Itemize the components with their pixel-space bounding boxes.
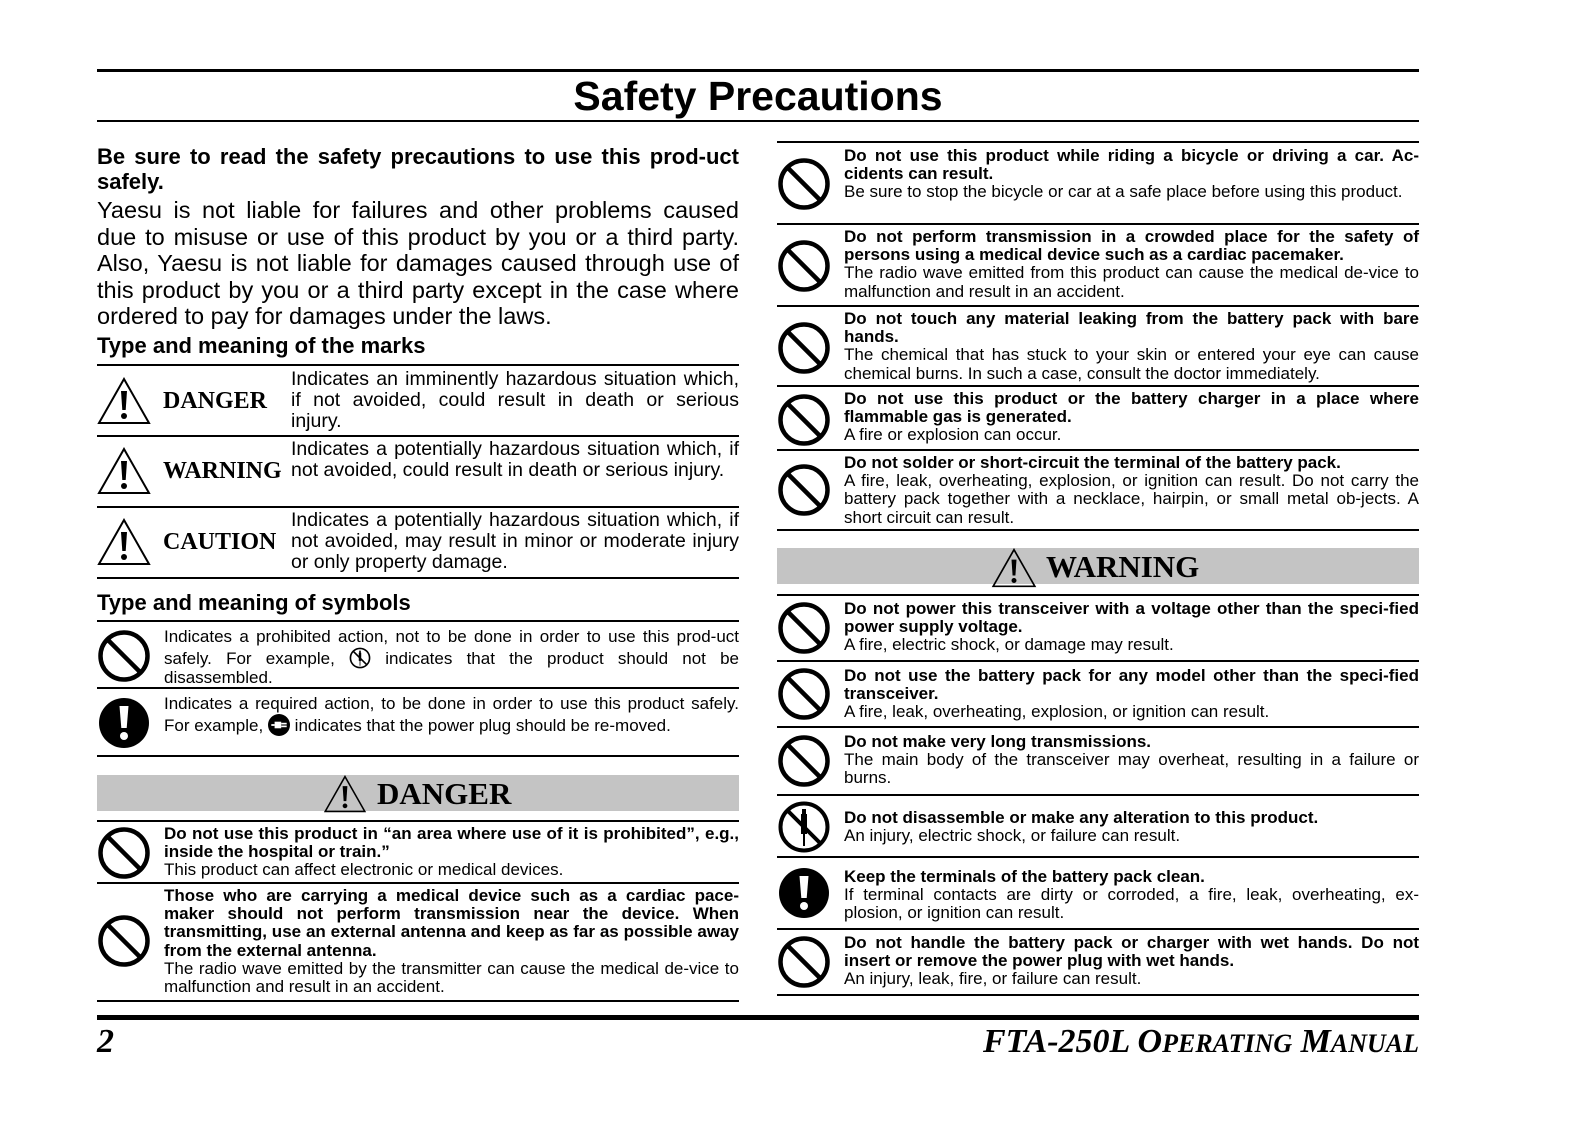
danger-item: [777, 225, 1419, 305]
danger-item: [777, 387, 1419, 449]
mark-desc: Indicates an imminently hazardous situation which, if not avoided, could result in death or serious injury.: [291, 368, 739, 432]
warning-item-plain: If terminal contacts are dirty or corroded, a fire, leak, overheating, ex-plosion, or ignition can result.: [844, 885, 1419, 923]
symbol-desc-part: Indicates a prohibited action, not to be done in order to use this prod-uct safely. For example,: [164, 627, 739, 668]
manual-model: FTA-250L: [982, 1023, 1130, 1060]
warning-item-plain: The main body of the transceiver may overheat, resulting in a failure or burns.: [844, 750, 1419, 788]
warning-triangle-icon: [97, 377, 151, 425]
warning-item-text: [844, 809, 1419, 845]
warning-triangle-icon: [323, 775, 367, 813]
unplug-power-inline-icon: [268, 714, 290, 736]
warning-item-text: [844, 934, 1419, 989]
mark-row-danger: [97, 367, 739, 437]
warning-item-bold: Do not use the battery pack for any model other than the speci-fied transceiver.: [844, 666, 1419, 704]
danger-item-bold: Do not use this product in “an area where use of it is prohibited”, e.g., inside the hospital or train.”: [164, 824, 739, 862]
danger-item: [97, 822, 739, 882]
marks-top-rule: [97, 364, 739, 366]
danger-heading-band: [97, 775, 739, 811]
warning-triangle-icon: [97, 518, 151, 566]
warning-item-plain: A fire, electric shock, or damage may result.: [844, 635, 1174, 655]
symbol-row-required: [97, 689, 739, 755]
symbols-heading: Type and meaning of symbols: [97, 590, 411, 615]
danger-item-text: [844, 228, 1419, 301]
danger-item-plain: The chemical that has stuck to your skin or entered your eye can cause chemical burns. In such a case, consult the doctor immediately.: [844, 345, 1419, 383]
prohibited-icon: [777, 734, 831, 788]
footer-rule: [97, 1015, 1419, 1020]
prohibited-icon: [777, 321, 831, 375]
mark-row-caution: [97, 508, 739, 578]
danger-item: [777, 451, 1419, 529]
marks-heading: Type and meaning of the marks: [97, 333, 426, 358]
danger-item-plain: Be sure to stop the bicycle or car at a safe place before using this product.: [844, 182, 1403, 202]
prohibited-icon: [777, 157, 831, 211]
prohibited-icon: [97, 629, 151, 683]
prohibited-icon: [777, 463, 831, 517]
danger-item: [777, 307, 1419, 385]
manual-word-anual: ANUAL: [1330, 1029, 1419, 1058]
danger-item-text: [164, 825, 739, 880]
danger-item-bold: Do not use this product or the battery charger in a place where flammable gas is generated.: [844, 389, 1419, 427]
manual-word-perating: PERATING: [1162, 1029, 1293, 1058]
danger-item-bold: Do not touch any material leaking from the battery pack with bare hands.: [844, 309, 1419, 347]
mark-desc: Indicates a potentially hazardous situation which, if not avoided, could result in death or serious injury.: [291, 438, 739, 481]
mark-row-warning: [97, 437, 739, 507]
warning-item: [777, 930, 1419, 994]
mark-word: WARNING: [163, 458, 282, 484]
warning-item-plain: An injury, leak, fire, or failure can result.: [844, 969, 1142, 989]
page-number: 2: [97, 1023, 114, 1060]
warning-item-bold: Do not disassemble or make any alteration to this product.: [844, 808, 1319, 827]
danger-item-bold: Do not perform transmission in a crowded place for the safety of persons using a medical device such as a cardiac pacemaker.: [844, 227, 1419, 265]
manual-word-o: O: [1137, 1023, 1163, 1060]
warning-item-text: [844, 667, 1419, 722]
warning-triangle-icon: [97, 447, 151, 495]
intro-body-text: Yaesu is not liable for failures and other problems caused due to misuse or use of this product by you or a third party. Also, Yaesu is not liable for damages caused through use of this product by you or a third party except in the case where ordered to pay for damages under the laws.: [97, 197, 739, 329]
no-disassembly-inline-icon: [349, 647, 371, 669]
danger-item: [777, 143, 1419, 223]
danger-item-bold: Do not solder or short-circuit the terminal of the battery pack.: [844, 453, 1341, 472]
warning-item: [777, 796, 1419, 856]
manual-word-m: M: [1300, 1023, 1331, 1060]
symbol-desc-part: Indicates a required action, to be done in order to use this product safely. For example,: [164, 694, 739, 735]
required-action-icon: [97, 696, 151, 750]
danger-item-plain: This product can affect electronic or medical devices.: [164, 860, 564, 880]
danger-bottom-rule-right: [777, 529, 1419, 531]
warning-item-plain: A fire, leak, overheating, explosion, or ignition can result.: [844, 702, 1270, 722]
warning-item-text: [844, 733, 1419, 788]
warning-item: [777, 728, 1419, 794]
warning-triangle-icon: [991, 548, 1037, 588]
danger-item-plain: The radio wave emitted by the transmitter can cause the medical de-vice to malfunction and result in an accident.: [164, 958, 739, 997]
danger-item-text: [844, 454, 1419, 527]
prohibited-icon: [777, 239, 831, 293]
page-title: Safety Precautions: [573, 73, 943, 119]
header-bottom-rule: [97, 120, 1419, 122]
warning-item: [777, 596, 1419, 660]
warning-item-bold: Do not power this transceiver with a voltage other than the speci-fied power supply voltage.: [844, 599, 1419, 637]
required-action-icon: [777, 866, 831, 920]
mark-desc: Indicates a potentially hazardous situation which, if not avoided, may result in minor or moderate injury or only property damage.: [291, 509, 739, 573]
danger-item-text: [844, 390, 1419, 445]
prohibited-icon: [97, 914, 151, 968]
danger-item: [97, 884, 739, 1000]
warning-item-bold: Do not handle the battery pack or charger with wet hands. Do not insert or remove the power plug with wet hands.: [844, 933, 1419, 971]
danger-bottom-rule: [97, 1000, 739, 1002]
prohibited-icon: [97, 826, 151, 880]
symbol-desc: [164, 695, 739, 736]
danger-item-bold: Do not use this product while riding a bicycle or driving a car. Ac-cidents can result.: [844, 146, 1419, 184]
warning-item-plain: An injury, electric shock, or failure can result.: [844, 826, 1181, 846]
symbol-desc: [164, 628, 739, 687]
prohibited-icon: [777, 667, 831, 721]
symbol-desc-part: indicates that the product should not be disassembled.: [164, 648, 740, 687]
warning-bottom-rule: [777, 994, 1419, 996]
no-disassembly-icon: [777, 800, 831, 854]
danger-item-text: [844, 310, 1419, 383]
manual-title: [983, 1022, 1419, 1064]
warning-heading: WARNING: [1046, 549, 1200, 584]
warning-item-text: [844, 600, 1419, 655]
danger-item-plain: A fire or explosion can occur.: [844, 425, 1062, 445]
symbol-row-prohibited: [97, 622, 739, 687]
marks-bottom-rule: [97, 577, 739, 579]
warning-item: [777, 858, 1419, 928]
mark-word: CAUTION: [163, 529, 277, 555]
warning-item-bold: Keep the terminals of the battery pack clean.: [844, 867, 1205, 886]
danger-item-plain: A fire, leak, overheating, explosion, or ignition can result. Do not carry the battery pack together with a necklace, hairpin, or small metal ob-jects. A short circuit can result.: [844, 471, 1419, 527]
mark-word: DANGER: [163, 388, 268, 414]
symbol-desc-part: indicates that the power plug should be re-moved.: [294, 715, 671, 735]
warning-item-bold: Do not make very long transmissions.: [844, 732, 1152, 751]
danger-heading: DANGER: [377, 776, 512, 811]
danger-item-text: [844, 147, 1419, 202]
warning-heading-band: [777, 548, 1419, 584]
prohibited-icon: [777, 601, 831, 655]
intro-bold-text: Be sure to read the safety precautions to use this prod-uct safely.: [97, 144, 739, 194]
prohibited-icon: [777, 393, 831, 447]
warning-item: [777, 662, 1419, 726]
danger-item-text: [164, 887, 739, 996]
danger-item-bold: Those who are carrying a medical device such as a cardiac pace-maker should not perform transmission near the device. When transmitting, use an external antenna and keep as far as possible away from the external antenna.: [164, 886, 739, 960]
warning-item-text: [844, 868, 1419, 923]
danger-item-plain: The radio wave emitted from this product can cause the medical de-vice to malfunction and result in an accident.: [844, 263, 1419, 301]
prohibited-icon: [777, 935, 831, 989]
symbols-bottom-rule: [97, 755, 739, 757]
